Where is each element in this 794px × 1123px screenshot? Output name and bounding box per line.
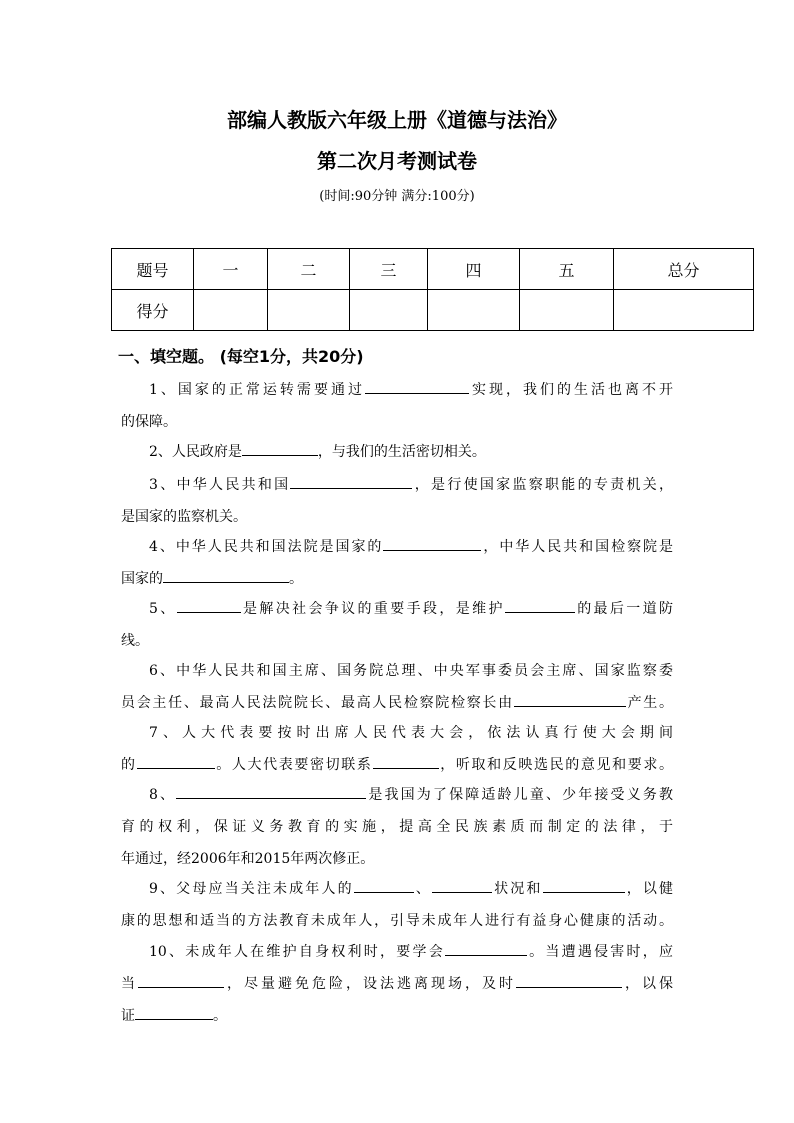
q10-text: ，以保 (622, 976, 673, 992)
q5-text: 的最后一道防 (574, 601, 674, 617)
q9-text: 康的思想和适当的方法教育未成年人，引导未成年人进行有益身心健康的活动。 (121, 913, 673, 929)
q9-text: 9、父母应当关注未成年人的 (149, 881, 354, 897)
q1-blank[interactable] (365, 379, 469, 394)
q8-text: 8、 (149, 787, 177, 803)
q1-text: 的保障。 (121, 414, 177, 430)
q5-text: 线。 (121, 633, 149, 649)
q4-blank[interactable] (383, 536, 481, 551)
question-9 (121, 873, 673, 937)
q6-text: 产生。 (625, 695, 674, 711)
score-table (111, 248, 754, 331)
score-table-header-row (112, 249, 754, 290)
q3-text: 是国家的监察机关。 (121, 509, 247, 525)
q10-text: 。当遭遇侵害时，应 (526, 944, 673, 960)
q4-text: 4、中华人民共和国法院是国家的 (149, 539, 384, 555)
question-7 (121, 717, 673, 781)
q9-text: 状况和 (492, 881, 543, 897)
q7-text: 。人大代表要密切联系 (214, 757, 373, 773)
question-1 (121, 374, 673, 438)
q8-blank[interactable] (176, 784, 366, 799)
q10-blank[interactable] (445, 941, 527, 956)
q1-text: 1、国家的正常运转需要通过 (149, 382, 365, 398)
q10-text: 。 (213, 1008, 227, 1024)
question-3 (121, 469, 673, 533)
q5-text: 是解决社会争议的重要手段，是维护 (240, 601, 505, 617)
q10-text: 证 (121, 1008, 135, 1024)
q10-text: ，尽量避免危险，设法逃离现场，及时 (224, 976, 516, 992)
q3-blank[interactable] (290, 474, 412, 489)
q9-text: 、 (413, 881, 433, 897)
question-8 (121, 779, 673, 875)
q3-text: ，是行使国家监察职能的专责机关， (412, 477, 673, 493)
q10-text: 10、未成年人在维护自身权利时，要学会 (149, 944, 445, 960)
title-line-2: 第二次月考测试卷 (317, 149, 477, 173)
score-cell[interactable] (350, 290, 428, 331)
q4-text: 国家的 (121, 571, 163, 587)
q7-text: ，听取和反映选民的意见和要求。 (438, 757, 674, 773)
q10-blank[interactable] (516, 973, 622, 988)
q7-blank[interactable] (373, 754, 439, 769)
score-cell[interactable] (194, 290, 268, 331)
q10-blank[interactable] (138, 973, 224, 988)
q5-text: 5、 (149, 601, 177, 617)
question-5 (121, 593, 673, 657)
q4-blank[interactable] (163, 568, 289, 583)
q10-blank[interactable] (135, 1005, 213, 1020)
score-row-label: 得分 (112, 290, 194, 331)
q7-text: 的 (121, 757, 137, 773)
q8-text: 是我国为了保障适龄儿童、少年接受义务教 (366, 787, 673, 803)
score-header-cell: 三 (350, 249, 428, 290)
q9-blank[interactable] (432, 878, 492, 893)
q4-text: ，中华人民共和国检察院是 (481, 539, 673, 555)
question-6 (121, 655, 673, 719)
score-cell[interactable] (428, 290, 520, 331)
score-cell[interactable] (614, 290, 754, 331)
q7-blank[interactable] (137, 754, 215, 769)
question-2 (121, 436, 673, 468)
score-table-score-row (112, 290, 754, 331)
score-header-cell: 五 (520, 249, 614, 290)
q4-text: 。 (289, 571, 303, 587)
score-header-cell: 一 (194, 249, 268, 290)
q2-text: ，与我们的生活密切相关。 (317, 444, 486, 460)
q10-text: 当 (121, 976, 138, 992)
subtitle: (时间:90分钟 满分:100分) (319, 189, 475, 204)
q3-text: 3、中华人民共和国 (149, 477, 291, 493)
score-header-cell: 二 (268, 249, 350, 290)
q5-blank[interactable] (505, 598, 575, 613)
question-10 (121, 936, 673, 1032)
question-4 (121, 531, 673, 595)
q6-text: 员会主任、最高人民法院院长、最高人民检察院检察长由 (121, 695, 514, 711)
section-1-heading: 一、填空题。 (每空1分，共20分) (118, 347, 364, 366)
score-header-cell: 题号 (112, 249, 194, 290)
score-cell[interactable] (520, 290, 614, 331)
q7-text: 7、人大代表要按时出席人民代表大会，依法认真行使大会期间 (149, 725, 673, 741)
title-line-1: 部编人教版六年级上册《道德与法治》 (227, 108, 567, 132)
q9-blank[interactable] (543, 878, 625, 893)
score-cell[interactable] (268, 290, 350, 331)
q9-text: ，以健 (624, 881, 673, 897)
q2-text: 2、人民政府是 (149, 444, 242, 460)
q8-text: 育的权利，保证义务教育的实施，提高全民族素质而制定的法律，于 (121, 819, 673, 835)
q5-blank[interactable] (177, 598, 241, 613)
score-header-cell: 四 (428, 249, 520, 290)
q2-blank[interactable] (242, 441, 318, 456)
q8-text: 年通过，经2006年和2015年两次修正。 (121, 851, 375, 867)
q9-blank[interactable] (354, 878, 414, 893)
score-header-cell: 总分 (614, 249, 754, 290)
q6-blank[interactable] (514, 692, 626, 707)
q1-text: 实现，我们的生活也离不开 (468, 382, 673, 398)
q6-text: 6、中华人民共和国主席、国务院总理、中央军事委员会主席、国家监察委 (149, 663, 673, 679)
